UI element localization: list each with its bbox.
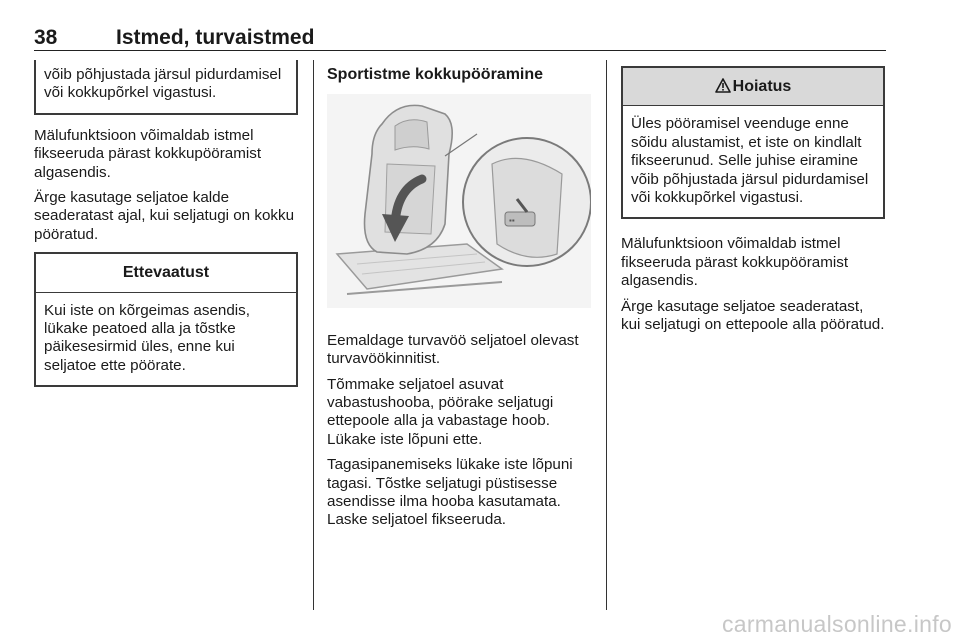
- recline-wheel-paragraph: Ärge kasutage seljatoe seaderatast, kui seljatugi on ettepoole alla pööratud.: [621, 297, 885, 334]
- warning-text: Üles pööramisel veenduge enne sõidu alustamist, et iste on kindlalt fikseerunud. Selle juhise eiramine võib põhjustada järsul pidurdamisel või kokkupõrkel vigastusi.: [631, 115, 869, 207]
- svg-text:▪▪: ▪▪: [509, 216, 515, 226]
- column-right: [621, 60, 885, 341]
- restore-position-paragraph: Tagasipanemiseks lükake iste lõpuni tagasi. Tõstke seljatugi püstisesse asendisse ilma hooba kasutamata. Laske seljatoel fikseeruda.: [327, 456, 573, 529]
- remove-belt-paragraph: Eemaldage turvavöö seljatoel olevast turvavöökinnitist.: [327, 331, 579, 368]
- caution-box: [34, 252, 298, 387]
- caution-text: Kui iste on kõrgeimas asendis, lükake peatoed alla ja tõstke päikesesirmid üles, enne kui seljatoe ette pöörate.: [44, 301, 250, 374]
- warning-triangle-icon: [715, 78, 731, 93]
- column-left: [34, 60, 298, 387]
- watermark: carmanualsonline.info: [721, 611, 952, 637]
- warning-box: [621, 66, 885, 219]
- release-lever-paragraph: Tõmmake seljatoel asuvat vabastushooba, pöörake seljatugi ettepoole alla ja vabastage hoob. Lükake iste lõpuni ette.: [327, 375, 554, 448]
- page-header: [34, 26, 886, 51]
- chapter-title: Istmed, turvaistmed: [116, 26, 315, 49]
- warning-box-continuation: [34, 60, 298, 115]
- column-divider: [313, 60, 314, 610]
- sport-seat-illustration: [327, 94, 591, 308]
- column-middle: [327, 60, 591, 537]
- caution-title: Ettevaatust: [36, 254, 296, 292]
- warning-header: [623, 68, 883, 106]
- section-title: Sportistme kokkupööramine: [327, 66, 544, 83]
- warning-continuation-text: võib põhjustada järsul pidurdamisel või kokkupõrkel vigastusi.: [44, 66, 282, 102]
- memory-function-paragraph: Mälufunktsioon võimaldab istmel fikseeruda pärast kokkupööramist algasendis.: [621, 235, 849, 290]
- recline-wheel-paragraph: Ärge kasutage seljatoe kalde seaderatast ajal, kui seljatugi on kokku pööratud.: [34, 189, 295, 243]
- column-divider: [606, 60, 607, 610]
- warning-title: Hoiatus: [732, 78, 792, 95]
- memory-function-paragraph: Mälufunktsioon võimaldab istmel fikseeruda pärast kokkupööramist algasendis.: [34, 126, 262, 181]
- page-number: 38: [34, 26, 58, 49]
